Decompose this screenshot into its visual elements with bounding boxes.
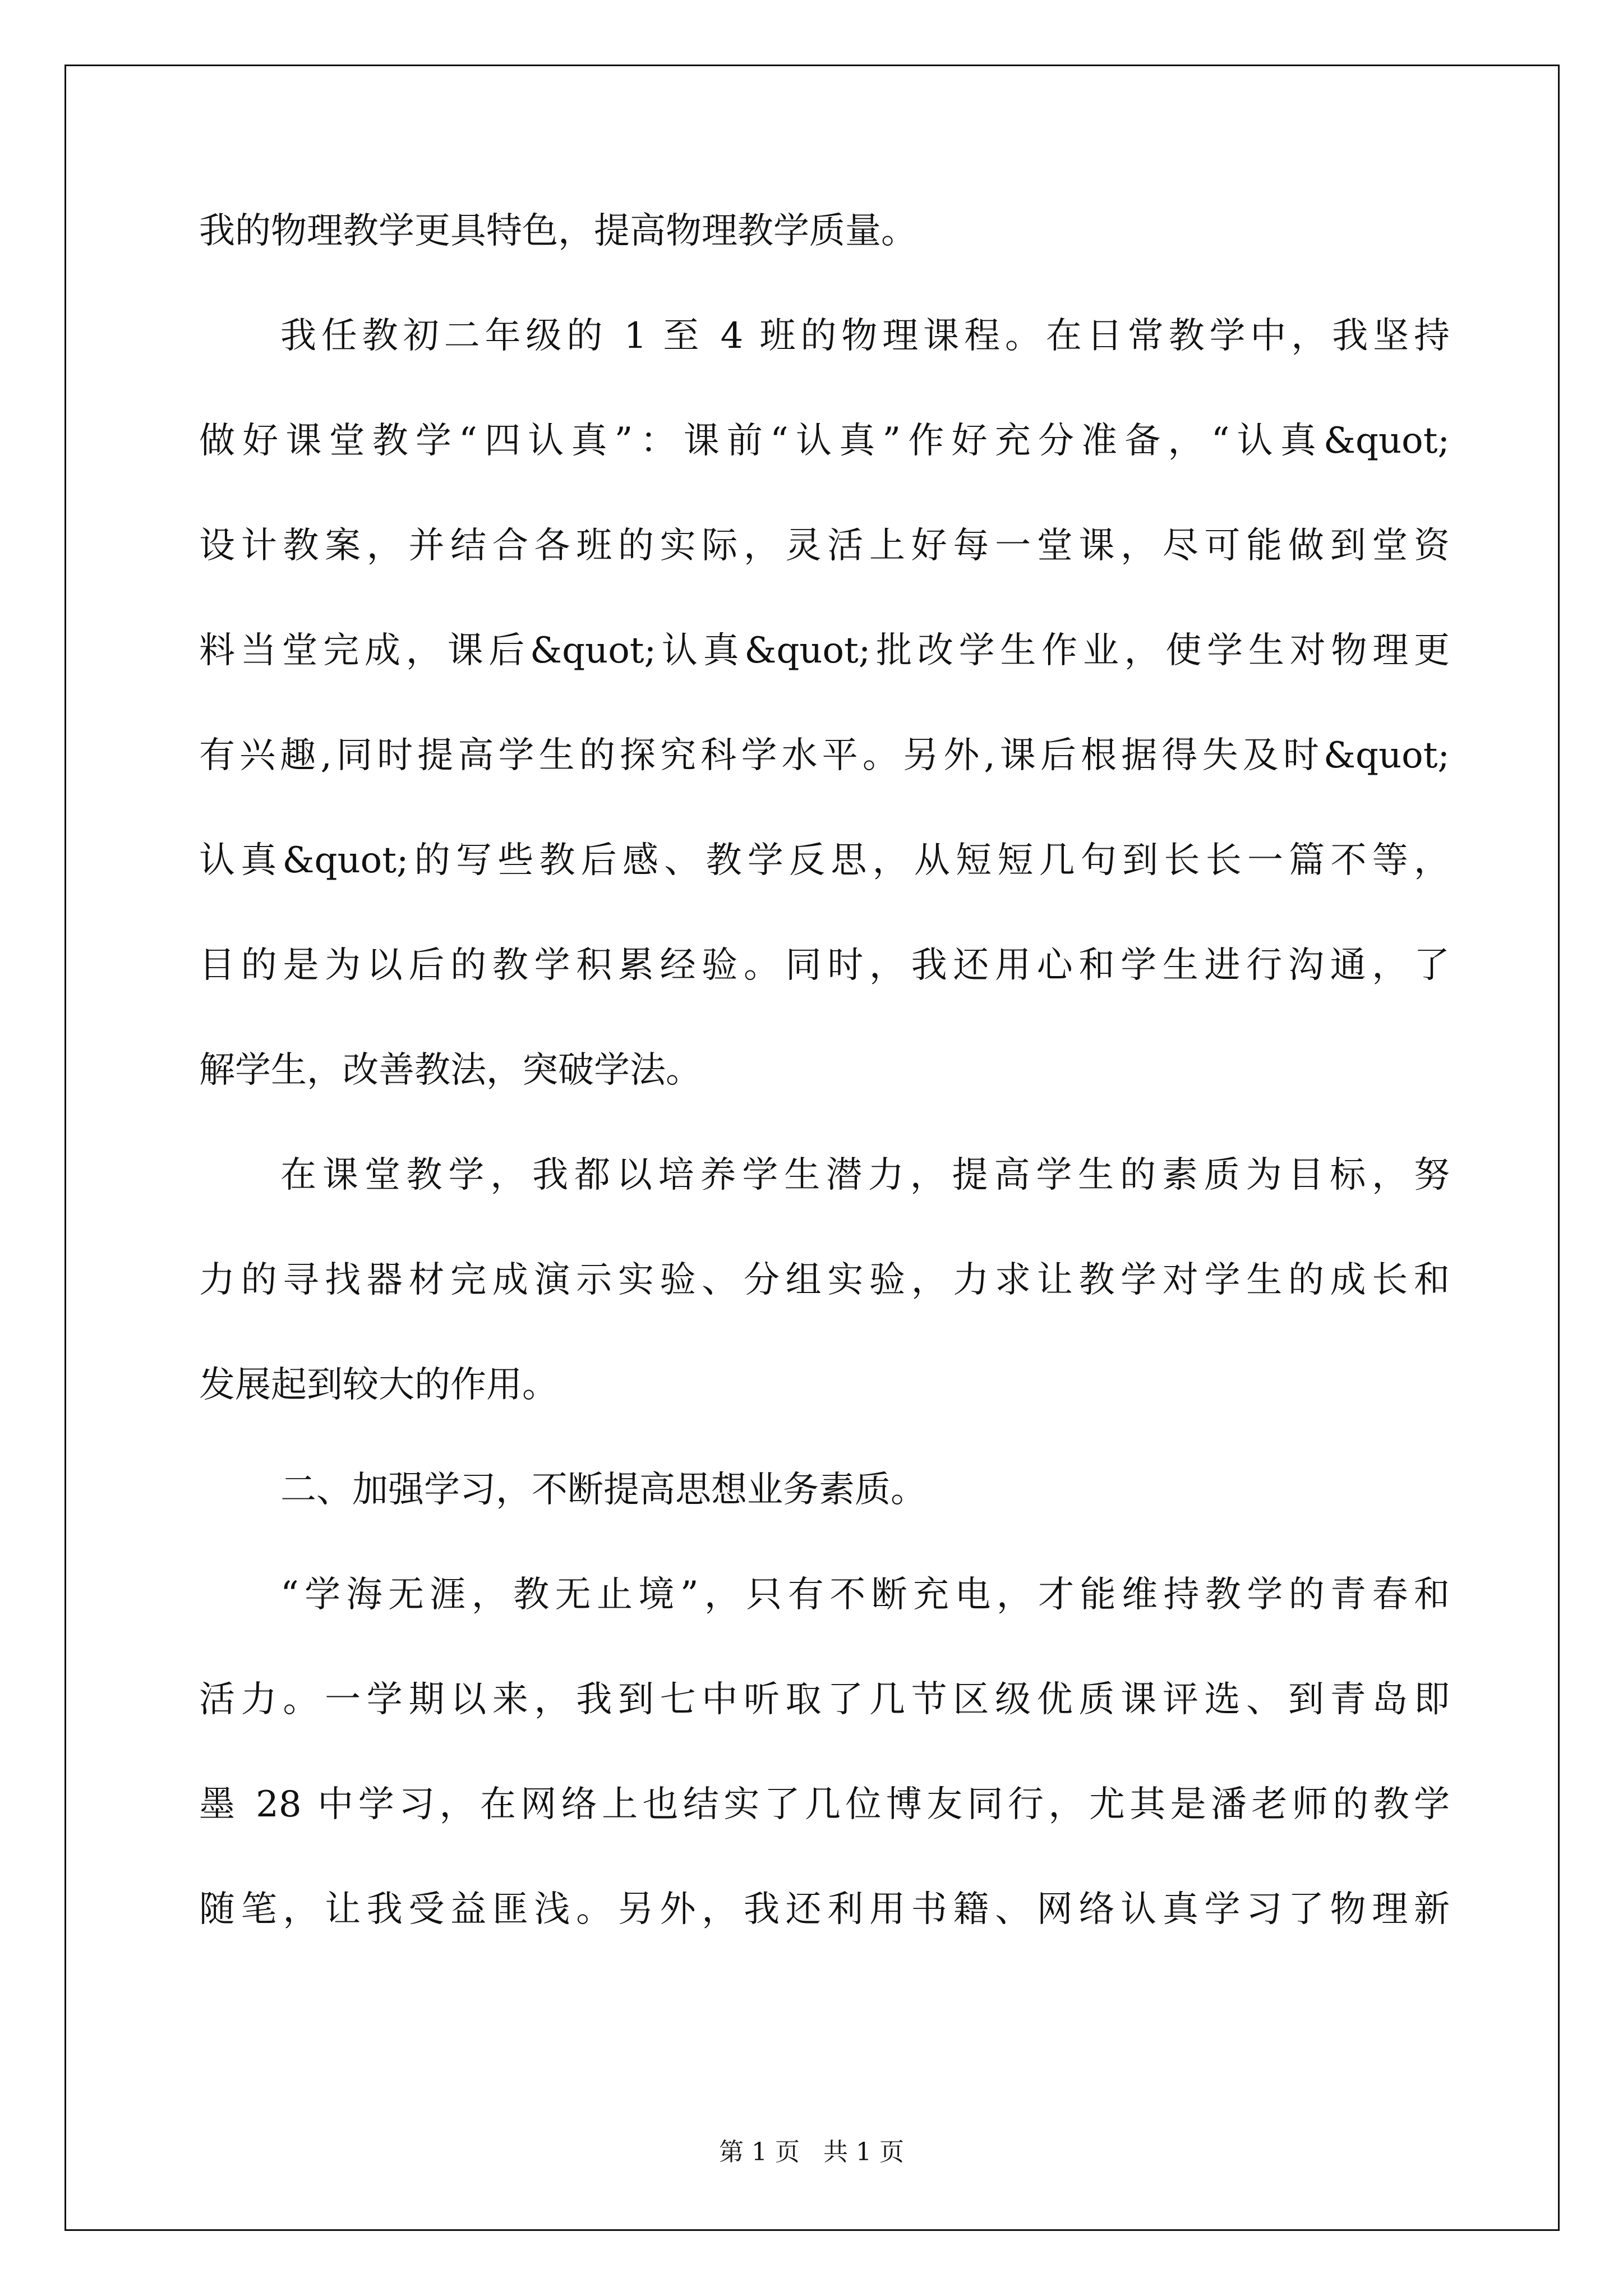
text-line: 墨 28 中学习，在网络上也结实了几位博友同行，尤其是潘老师的教学 (199, 1784, 1450, 1825)
text-line: 料当堂完成，课后&quot;认真&quot;批改学生作业，使学生对物理更 (199, 630, 1450, 671)
document-body (199, 210, 1450, 1996)
text-line: 活力。一学期以来，我到七中听取了几节区级优质课评选、到青岛即 (199, 1679, 1450, 1720)
text-line: 随笔，让我受益匪浅。另外，我还利用书籍、网络认真学习了物理新 (199, 1889, 1450, 1930)
text-line: 目的是为以后的教学积累经验。同时，我还用心和学生进行沟通，了 (199, 945, 1450, 986)
text-line: 解学生，改善教法，突破学法。 (199, 1050, 702, 1091)
text-line: 我的物理教学更具特色，提高物理教学质量。 (199, 210, 917, 252)
section-heading: 二、加强学习，不断提高思想业务素质。 (280, 1469, 926, 1511)
page-number-total: 共 1 页 (823, 2138, 904, 2166)
text-line: 发展起到较大的作用。 (199, 1364, 558, 1406)
page-footer (0, 2132, 1623, 2168)
text-line: 做好课堂教学“四认真”：课前“认真”作好充分准备，“认真&quot; (199, 420, 1450, 462)
text-line: “学海无涯，教无止境”，只有不断充电，才能维持教学的青春和 (280, 1574, 1450, 1616)
page-number-current: 第 1 页 (719, 2138, 800, 2166)
text-line: 认真&quot;的写些教后感、教学反思，从短短几句到长长一篇不等， (199, 840, 1450, 881)
text-line: 设计教案，并结合各班的实际，灵活上好每一堂课，尽可能做到堂资 (199, 525, 1450, 567)
text-line: 有兴趣,同时提高学生的探究科学水平。另外,课后根据得失及时&quot; (199, 735, 1450, 776)
text-line: 在课堂教学，我都以培养学生潜力，提高学生的素质为目标，努 (280, 1154, 1450, 1196)
text-line: 我任教初二年级的 1 至 4 班的物理课程。在日常教学中，我坚持 (280, 315, 1450, 357)
text-line: 力的寻找器材完成演示实验、分组实验，力求让教学对学生的成长和 (199, 1259, 1450, 1301)
